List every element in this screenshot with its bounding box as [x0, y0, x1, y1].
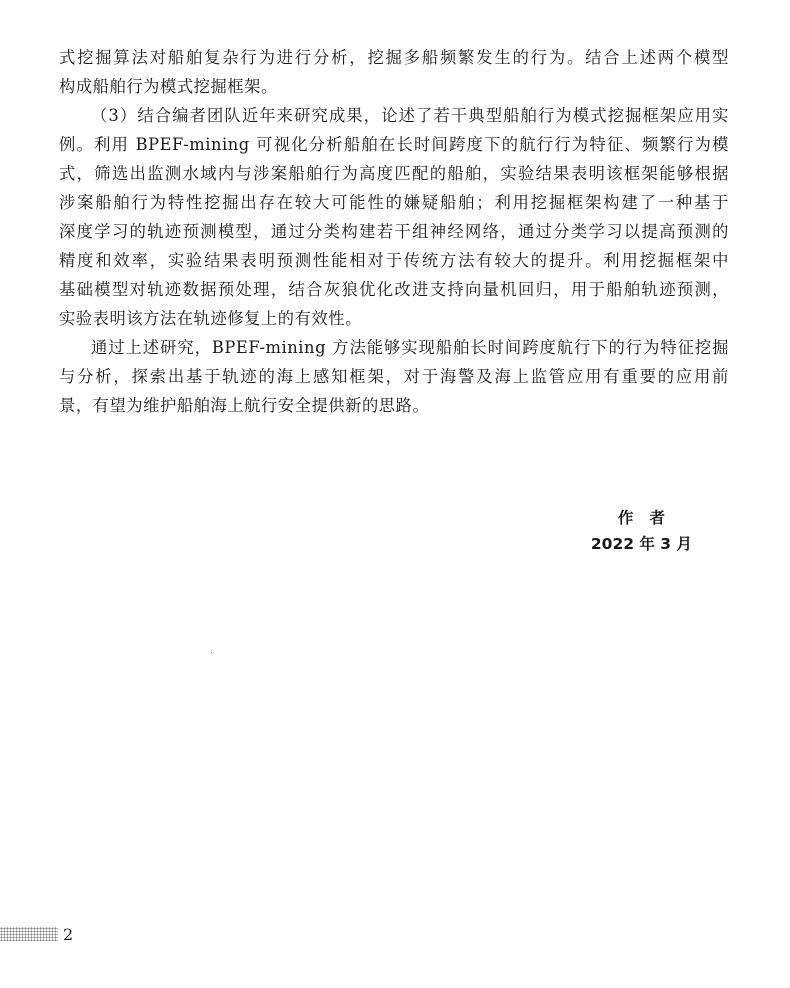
signature-date: 2022 年 3 月	[590, 535, 692, 553]
paragraph-2	[59, 101, 729, 333]
body-text	[59, 43, 729, 420]
text-line: 实验表明该方法在轨迹修复上的有效性。	[59, 309, 362, 328]
scan-speck	[211, 652, 212, 653]
text-line: 构成船舶行为模式挖掘框架。	[59, 77, 278, 96]
text-line: 例。利用 BPEF-mining 可视化分析船舶在长时间跨度下的航行行为特征、频繁行为模	[59, 135, 729, 154]
text-line: 深度学习的轨迹预测模型，通过分类构建若干组神经网络，通过分类学习以提高预测的	[59, 222, 729, 241]
author-label: 作者	[617, 509, 681, 527]
text-line: （3）结合编者团队近年来研究成果，论述了若干典型船舶行为模式挖掘框架应用实	[91, 106, 729, 125]
paragraph-1	[59, 43, 729, 101]
page-footer	[0, 924, 73, 944]
text-line: 景，有望为维护船舶海上航行安全提供新的思路。	[59, 396, 430, 415]
text-line: 基础模型对轨迹数据预处理，结合灰狼优化改进支持向量机回归，用于船舶轨迹预测，	[59, 280, 729, 299]
text-line: 涉案船舶行为特性挖掘出存在较大可能性的嫌疑船舶；利用挖掘框架构建了一种基于	[59, 193, 729, 212]
dotted-margin-pattern	[0, 927, 58, 941]
paragraph-3	[59, 333, 729, 420]
text-line: 精度和效率，实验结果表明预测性能相对于传统方法有较大的提升。利用挖掘框架中	[59, 251, 729, 270]
text-line: 式，筛选出监测水域内与涉案船舶行为高度匹配的船舶，实验结果表明该框架能够根据	[59, 164, 729, 183]
page-number: 2	[63, 924, 74, 944]
text-line: 式挖掘算法对船舶复杂行为进行分析，挖掘多船频繁发生的行为。结合上述两个模型	[59, 48, 729, 67]
text-line: 与分析，探索出基于轨迹的海上感知框架，对于海警及海上监管应用有重要的应用前	[59, 367, 729, 386]
signature-block	[591, 505, 692, 557]
text-line: 通过上述研究，BPEF-mining 方法能够实现船舶长时间跨度航行下的行为特征挖掘	[91, 338, 729, 357]
